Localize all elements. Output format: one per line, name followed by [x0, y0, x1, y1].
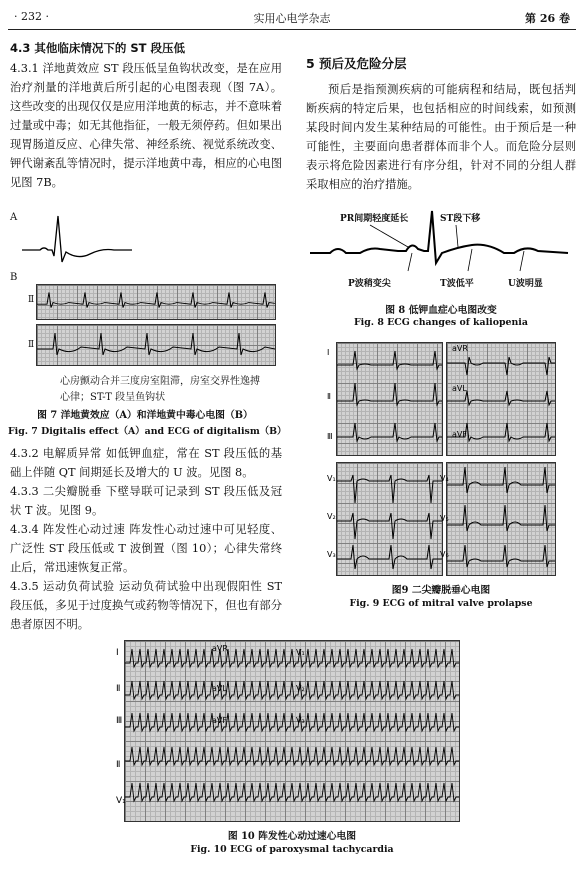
fig8-label-t: T波低平 — [440, 279, 474, 289]
fig7b-lead-ii-1: Ⅱ — [28, 295, 35, 305]
fig7b-trace-1 — [37, 289, 275, 311]
fig9-lead-avf: aVF — [452, 430, 467, 439]
fig10-lead-avf: aVF — [212, 716, 227, 725]
fig10-ecg — [124, 640, 460, 822]
para-4-3-3: 4.3.3 二尖瓣脱垂 下壁导联可记录到 ST 段压低及冠状 T 波。见图 9。 — [10, 485, 282, 517]
fig9-traces-4 — [447, 463, 555, 575]
para-4-3-4: 4.3.4 阵发性心动过速 阵发性心动过速中可见轻度、广泛性 ST 段压低或 T 波倒置（图 10）；心律失常终止后，常迅速恢复正常。 — [10, 523, 282, 574]
fig9-caption-en: Fig. 9 ECG of mitral valve prolapse — [349, 598, 533, 609]
para-5: 预后是指预测疾病的可能病程和结局，既包括判断疾病的特定后果，也包括相应的时间线索，如预测某段时间内发生某种结局的可能性。由于预后是一种可能性，主要面向患者群体而非个人。而危险分层则表示将危险因素进行有序分组，针对不同的分组人群采取相应的治疗措施。 — [306, 83, 576, 191]
fig9-traces-1 — [337, 343, 442, 455]
volume-label: 第 26 卷 — [525, 12, 570, 25]
fig9-caption-cn: 图9 二尖瓣脱垂心电图 — [391, 585, 491, 596]
fig7-caption-cn: 图 7 洋地黄效应（A）和洋地黄中毒心电图（B） — [37, 410, 253, 421]
fig9-lead-v4: V₄ — [440, 474, 449, 483]
fig7b-lead-ii-2: Ⅱ — [28, 340, 35, 350]
fig10-lead-ii: Ⅱ — [116, 684, 121, 694]
fig9-traces-3 — [337, 463, 442, 575]
fig9-lead-ii: Ⅱ — [327, 392, 331, 401]
header-rule — [8, 29, 576, 30]
fig7b-strip-1 — [36, 284, 276, 320]
fig10-lead-v1-rhythm: V₁ — [116, 796, 126, 806]
fig10-lead-iii: Ⅲ — [116, 716, 123, 726]
fig9-lead-avr: aVR — [452, 344, 468, 353]
para-4-3-5: 4.3.5 运动负荷试验 运动负荷试验中出现假阳性 ST 段压低，多见于过度换气或药物等情况下，但也有部分患者原因不明。 — [10, 580, 282, 631]
fig9-lead-i: Ⅰ — [327, 348, 330, 357]
fig7b-strip-2 — [36, 324, 276, 366]
fig10-lead-i: Ⅰ — [116, 648, 119, 658]
fig7-label-a: A — [10, 212, 18, 223]
fig7-note-2: 心律；ST-T 段呈鱼钩状 — [60, 392, 166, 403]
fig9-panel-limb-left — [336, 342, 443, 456]
fig7-caption-en: Fig. 7 Digitalis effect（A）and ECG of digitalism（B） — [8, 426, 287, 437]
fig9-panel-chest-left — [336, 462, 443, 576]
fig8-caption-en: Fig. 8 ECG changes of kaliopenia — [354, 317, 528, 328]
fig10-traces — [125, 641, 459, 821]
para-4-3-2: 4.3.2 电解质异常 如低钾血症，常在 ST 段压低的基础上伴随 QT 间期延长及增大的 U 波。见图 8。 — [10, 447, 282, 479]
fig7b-trace-2 — [37, 331, 275, 359]
fig10-lead-avl: aVL — [212, 684, 227, 693]
fig10-caption-en: Fig. 10 ECG of paroxysmal tachycardia — [190, 844, 394, 855]
fig10-lead-v1: V₁ — [296, 648, 305, 657]
para-4-3-1: 4.3.1 洋地黄效应 ST 段压低呈鱼钩状改变，是在应用治疗剂量的洋地黄后所引起的心电图表现（图 7A）。这些改变的出现仅仅是应用洋地黄的标志，并不意味着过量或中毒；如无其他指征，一般无须停药。但如果出现胃肠道反应、心律失常、神经系统、视觉系统改变、钾代谢紊乱等情况时，提示洋地黄中毒，相应的心电图见图 7B。 — [10, 62, 282, 189]
journal-name: 实用心电学杂志 — [253, 12, 331, 25]
section-4-3-title: 4.3 其他临床情况下的 ST 段压低 — [10, 41, 186, 55]
fig10-lead-ii-rhythm: Ⅱ — [116, 760, 121, 770]
fig7-note-1: 心房颤动合并三度房室阻滞，房室交界性逸搏 — [60, 376, 260, 387]
fig10-lead-avr: aVR — [212, 644, 228, 653]
fig9-lead-v3: V₃ — [327, 550, 336, 559]
fig9-lead-v5: V₅ — [440, 514, 449, 523]
fig10-caption-cn: 图 10 阵发性心动过速心电图 — [227, 831, 357, 842]
fig9-lead-iii: Ⅲ — [327, 432, 333, 441]
fig7a-ecg — [22, 214, 132, 268]
section-5-title: 5 预后及危险分层 — [306, 56, 407, 71]
fig8-label-u: U波明显 — [508, 279, 543, 289]
fig9-lead-v1: V₁ — [327, 474, 336, 483]
fig9-lead-v2: V₂ — [327, 512, 336, 521]
fig10-lead-v2: V₂ — [296, 684, 305, 693]
fig9-panel-chest-right — [446, 462, 556, 576]
fig9-lead-v6: V₆ — [440, 550, 449, 559]
fig8-label-p: P波稍变尖 — [348, 279, 391, 289]
fig8-caption-cn: 图 8 低钾血症心电图改变 — [385, 305, 497, 316]
fig9-lead-avl: aVL — [452, 384, 467, 393]
fig10-lead-v3: V₃ — [296, 716, 305, 725]
fig8-label-pr: PR间期轻度延长 — [340, 214, 409, 224]
fig7-label-b: B — [10, 272, 18, 283]
page-number: · 232 · — [14, 10, 49, 23]
fig8-label-st: ST段下移 — [440, 214, 481, 224]
